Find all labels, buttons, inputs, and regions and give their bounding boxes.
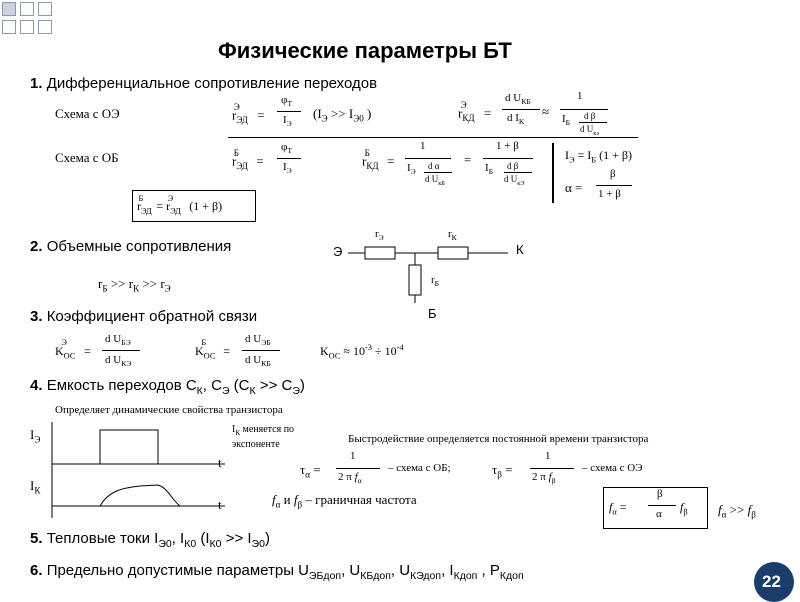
ik-response xyxy=(52,485,225,506)
formula-dbeta: d β xyxy=(507,161,519,171)
formula-one: 1 xyxy=(420,140,426,152)
formula-condition: ($I_Э >> I_{Э0}$ ) xyxy=(313,106,372,124)
timing-diagram xyxy=(50,420,230,520)
section-2-heading: 2. Объемные сопротивления xyxy=(30,238,232,255)
formula-duke: d $U_{кЭ}$ xyxy=(504,174,525,187)
fraction-line xyxy=(596,185,632,186)
formula-one-plus-beta: 1 + β xyxy=(598,188,621,200)
speed-text: Быстродействие определяется постоянной времени транзистора xyxy=(348,433,649,445)
formula-dik: d $I_K$ xyxy=(507,112,525,127)
section-4-heading: 4. Емкость переходов $С_К$, $С_Э$ $(С_К >> С_Э)$ xyxy=(30,377,305,397)
decor-square xyxy=(2,20,16,34)
decor-square xyxy=(20,20,34,34)
vertical-separator xyxy=(552,143,554,203)
formula-dbeta: d β xyxy=(584,111,596,121)
formula-2pifb: 2 π $f_\beta$ xyxy=(532,471,556,486)
formula-kos-ob: $K_{ОС}^Б$ = xyxy=(195,338,231,361)
fraction-line xyxy=(530,468,574,469)
fraction-line xyxy=(336,468,380,469)
graph-label-ik: $I_К$ xyxy=(30,478,41,496)
graph-time-label: t xyxy=(218,455,222,470)
scheme-oe-short: – схема с ОЭ xyxy=(582,462,643,474)
circuit-label-re: $r_Э$ xyxy=(375,228,384,243)
circuit-label-rb: $r_Б$ xyxy=(431,274,440,289)
fraction-line xyxy=(483,158,533,159)
formula-alpha-denom: α xyxy=(656,508,662,520)
formula-ie: $I_Э$ xyxy=(407,162,416,177)
formula-rkd-oe: $r_{КД}^Э$ = xyxy=(458,100,492,123)
formula-red-ob: $r_{ЭД}^Б$ = xyxy=(232,148,264,171)
ie-pulse xyxy=(52,430,225,464)
page-number: 22 xyxy=(762,572,781,591)
fraction-line xyxy=(560,109,608,110)
fraction-line xyxy=(648,505,676,506)
fraction-line xyxy=(504,172,532,173)
fraction-line xyxy=(579,122,607,123)
decor-square xyxy=(20,2,34,16)
formula-tau-beta: $\tau_\beta$ = xyxy=(492,462,513,480)
section-6-heading: 6. Предельно допустимые параметры $U_{ЭБдоп}$, $U_{КБдоп}$, $U_{КЭдоп}$, $I_{Кдоп}$ , $P_{Кдоп}$ xyxy=(30,562,524,582)
scheme-oe-label: Схема с ОЭ xyxy=(55,106,120,121)
formula-one: 1 xyxy=(350,450,356,462)
formula-fb: $f_\beta$ xyxy=(680,500,688,517)
fraction-line xyxy=(277,158,301,159)
resistor-rk xyxy=(438,247,468,259)
decor-square xyxy=(38,20,52,34)
page-title: Физические параметры БТ xyxy=(218,38,512,63)
circuit-label-rk: $r_К$ xyxy=(448,228,457,243)
formula-beta: β xyxy=(610,168,616,180)
fraction-line xyxy=(502,109,540,110)
boundary-frequency-text: $f_\alpha$ и $f_\beta$ – граничная частота xyxy=(272,492,417,510)
fraction-line xyxy=(242,350,280,351)
formula-dukb: d $U_{КБ}$ xyxy=(505,92,531,107)
formula-alpha: α = xyxy=(565,180,583,195)
ik-exponent-note: $I_К$ меняется по экспоненте xyxy=(232,424,295,450)
approx-sign: ≈ xyxy=(542,104,550,119)
formula-dueb: d $U_{ЭБ}$ xyxy=(245,333,271,348)
formula-one: 1 xyxy=(577,90,583,102)
formula-ie: $I_Э$ xyxy=(283,114,292,129)
formula-resistances: $r_Б >> r_К >> r_Э$ xyxy=(98,276,171,294)
circuit-label-emitter: Э xyxy=(333,244,343,259)
decor-square xyxy=(38,2,52,16)
section-3-heading: 3. Коэффициент обратной связи xyxy=(30,308,258,325)
separator-line xyxy=(228,137,638,138)
formula-ie: $I_Э$ xyxy=(283,161,292,176)
formula-dukb: d $U_{КБ}$ xyxy=(245,354,271,369)
formula-fa-gg-fb: $f_\alpha >> f_\beta$ xyxy=(718,502,756,520)
formula-kos-oe: $K_{ОС}^Э$ = xyxy=(55,338,91,361)
scheme-ob-short: – схема с ОБ; xyxy=(388,462,451,474)
formula-beta: β xyxy=(657,488,663,500)
circuit-label-base: Б xyxy=(428,306,437,321)
formula-red-oe: $r_{ЭД}^Э$ = xyxy=(232,102,265,125)
section-1-heading: 1. Дифференциальное сопротивление переходов xyxy=(30,75,378,92)
formula-ie-ib: $I_Э = I_Б$ (1 + β) xyxy=(565,148,632,165)
formula-one-plus-beta: 1 + β xyxy=(496,140,519,152)
formula-duke: d $U_{КЭ}$ xyxy=(105,354,132,369)
formula-dukb: d $U_{кБ}$ xyxy=(425,174,445,187)
fraction-line xyxy=(405,158,451,159)
formula-rkd-ob: $r_{КД}^Б$ = xyxy=(362,148,395,171)
formula-phi-t: $\varphi_T$ xyxy=(281,94,293,109)
formula-ib: $I_Б$ xyxy=(485,162,494,177)
circuit-label-collector: К xyxy=(516,242,524,257)
graph-label-ie: $I_Э$ xyxy=(30,427,41,445)
dynamic-properties-text: Определяет динамические свойства транзистора xyxy=(55,404,283,416)
resistor-re xyxy=(365,247,395,259)
formula-duke: d $U_{кэ}$ xyxy=(580,124,599,137)
formula-ib: $I_Б$ xyxy=(562,113,571,128)
equals-sign: = xyxy=(464,152,472,167)
decor-square xyxy=(2,2,16,16)
formula-one: 1 xyxy=(545,450,551,462)
fraction-line xyxy=(277,111,301,112)
fraction-line xyxy=(424,172,452,173)
formula-tau-alpha: $\tau_\alpha$ = xyxy=(300,462,321,480)
formula-red-relation: $r_{ЭД}^Б= r_{ЭД}^Э$ (1 + β) xyxy=(137,194,223,216)
graph-time-label: t xyxy=(218,497,222,512)
scheme-ob-label: Схема с ОБ xyxy=(55,150,119,165)
formula-dalpha: d α xyxy=(428,161,440,171)
formula-dube: d $U_{БЭ}$ xyxy=(105,333,131,348)
formula-phi-t: $\varphi_T$ xyxy=(281,141,293,156)
formula-kos-value: $K_{ОС} \approx 10^{-3} \div 10^{-4}$ xyxy=(320,343,404,361)
formula-2pifa: 2 π $f_\alpha$ xyxy=(338,471,362,486)
formula-fa: $f_\alpha$ = xyxy=(609,500,627,517)
fraction-line xyxy=(102,350,140,351)
resistor-rb xyxy=(409,265,421,295)
section-5-heading: 5. Тепловые токи $I_{Э0}$, $I_{К0}$ $(I_{К0} >> I_{Э0})$ xyxy=(30,530,270,550)
